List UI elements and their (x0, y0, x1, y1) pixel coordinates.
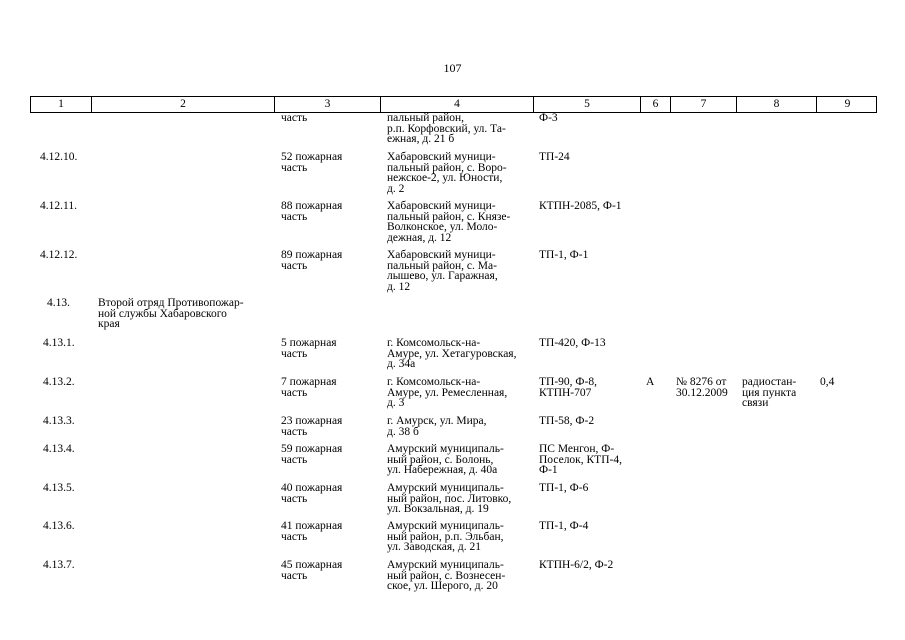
header-cell-1: 1 (31, 97, 92, 112)
header-cell-2: 2 (92, 97, 275, 112)
cell-station: 59 пожарная часть (281, 443, 343, 466)
cell-doc: № 8276 от 30.12.2009 (676, 376, 728, 399)
cell-station: 89 пожарная часть (281, 249, 343, 272)
cell-type: радиостан- ция пункта связи (742, 376, 797, 409)
cell-num: 4.13.2. (43, 376, 75, 388)
cell-num: 4.13.6. (43, 520, 75, 532)
cell-power: ТП-1, Ф-6 (539, 482, 589, 494)
cell-num: 4.12.12. (40, 249, 78, 261)
cell-num: 4.12.10. (40, 151, 78, 163)
cell-address: Амурский муниципаль- ный район, с. Вознесен- ское, ул. Шерого, д. 20 (387, 559, 506, 592)
cell-station: 45 пожарная часть (281, 559, 343, 582)
cell-station: 40 пожарная часть (281, 482, 343, 505)
cell-power: ТП-1, Ф-4 (539, 520, 589, 532)
header-cell-4: 4 (381, 97, 534, 112)
cell-num: 4.13.5. (43, 482, 75, 494)
cell-num: 4.13.3. (43, 415, 75, 427)
cell-power: ТП-420, Ф-13 (539, 337, 606, 349)
cell-address: г. Амурск, ул. Мира, д. 38 б (387, 415, 487, 438)
cell-cat: А (646, 376, 655, 388)
cell-power: ТП-24 (539, 151, 570, 163)
cell-power: ТП-1, Ф-1 (539, 249, 589, 261)
cell-unit: Второй отряд Противопожар- ной службы Хабаровского края (98, 297, 244, 330)
cell-power: Ф-3 (539, 112, 558, 124)
cell-address: Хабаровский муници- пальный район, с. Ма- лышево, ул. Гаражная, д. 12 (387, 249, 498, 293)
cell-station: 7 пожарная часть (281, 376, 337, 399)
cell-address: Амурский муниципаль- ный район, пос. Литовко, ул. Вокзальная, д. 19 (387, 482, 512, 515)
cell-address: Хабаровский муници- пальный район, с. Князе- Волконское, ул. Моло- дежная, д. 12 (387, 200, 511, 244)
header-cell-8: 8 (737, 97, 817, 112)
table-header (30, 96, 877, 113)
page-number: 107 (443, 61, 462, 75)
cell-station: 23 пожарная часть (281, 415, 343, 438)
header-cell-9: 9 (844, 98, 851, 110)
cell-address: пальный район, р.п. Корфовский, ул. Та- ежная, д. 21 б (387, 112, 506, 145)
cell-address: Амурский муниципаль- ный район, с. Болонь, ул. Набережная, д. 40а (387, 443, 504, 476)
cell-address: Хабаровский муници- пальный район, с. Воро- нежское-2, ул. Юности, д. 2 (387, 151, 507, 195)
cell-num: 4.13.1. (43, 337, 75, 349)
cell-station: 5 пожарная часть (281, 337, 337, 360)
cell-kw: 0,4 (820, 376, 835, 388)
cell-station: часть (281, 112, 308, 124)
cell-power: ТП-90, Ф-8, КТПН-707 (539, 376, 597, 399)
cell-power: КТПН-2085, Ф-1 (539, 200, 622, 212)
cell-num: 4.12.11. (40, 200, 77, 212)
cell-num: 4.13.4. (43, 443, 75, 455)
header-cell-6: 6 (641, 97, 671, 112)
cell-address: г. Комсомольск-на- Амуре, ул. Хетагуровская, д. 34а (387, 337, 517, 370)
cell-power: ПС Менгон, Ф- Поселок, КТП-4, Ф-1 (539, 443, 622, 476)
cell-address: г. Комсомольск-на- Амуре, ул. Ремесленная, д. 3 (387, 376, 508, 409)
cell-num: 4.13. (47, 297, 70, 309)
cell-station: 88 пожарная часть (281, 200, 343, 223)
cell-num: 4.13.7. (43, 559, 75, 571)
header-cell-5: 5 (534, 97, 641, 112)
cell-station: 52 пожарная часть (281, 151, 343, 174)
cell-power: КТПН-6/2, Ф-2 (539, 559, 614, 571)
header-cell-3: 3 (275, 97, 381, 112)
cell-address: Амурский муниципаль- ный район, р.п. Эльбан, ул. Заводская, д. 21 (387, 520, 504, 553)
cell-power: ТП-58, Ф-2 (539, 415, 595, 427)
header-cell-7: 7 (671, 97, 737, 112)
cell-station: 41 пожарная часть (281, 520, 343, 543)
